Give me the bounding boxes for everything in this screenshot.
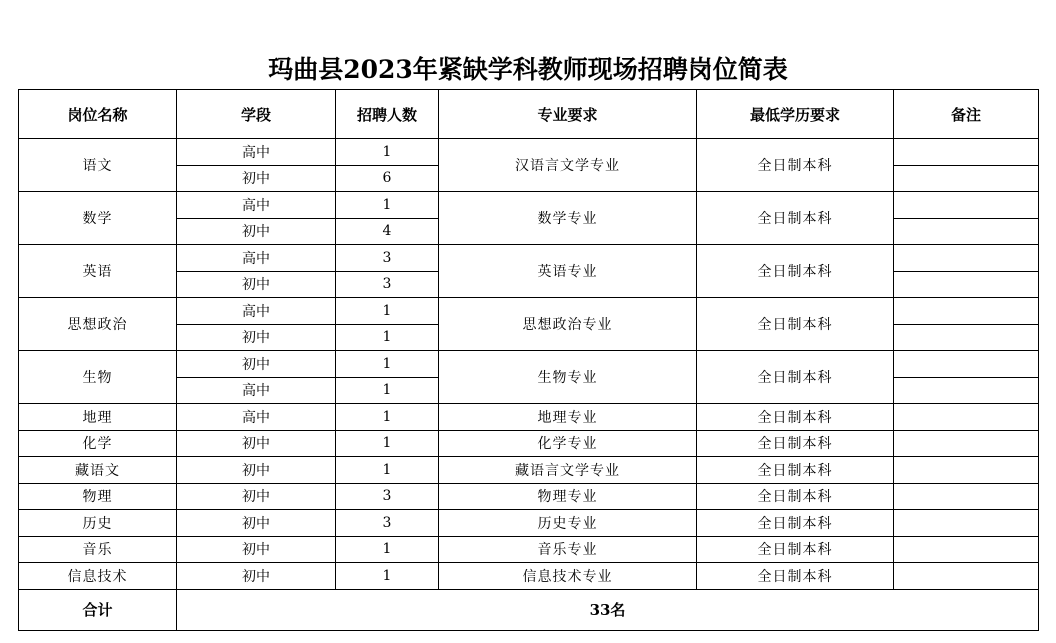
level-cell: 高中 — [177, 139, 336, 166]
notes-cell — [894, 298, 1039, 325]
education-cell: 全日制本科 — [697, 457, 894, 484]
count-cell: 6 — [336, 165, 439, 192]
recruitment-table — [18, 89, 1039, 631]
level-cell: 初中 — [177, 563, 336, 590]
table-row — [19, 245, 1039, 272]
total-row — [19, 589, 1039, 630]
header-count: 招聘人数 — [336, 90, 439, 139]
education-cell: 全日制本科 — [697, 563, 894, 590]
major-cell: 数学专业 — [439, 192, 697, 245]
level-cell: 初中 — [177, 457, 336, 484]
count-cell: 1 — [336, 563, 439, 590]
notes-cell — [894, 192, 1039, 219]
notes-cell — [894, 404, 1039, 431]
major-cell: 信息技术专业 — [439, 563, 697, 590]
education-cell: 全日制本科 — [697, 510, 894, 537]
notes-cell — [894, 483, 1039, 510]
education-cell: 全日制本科 — [697, 245, 894, 298]
education-cell: 全日制本科 — [697, 536, 894, 563]
notes-cell — [894, 165, 1039, 192]
position-cell: 生物 — [19, 351, 177, 404]
count-cell: 3 — [336, 245, 439, 272]
major-cell: 化学专业 — [439, 430, 697, 457]
table-row — [19, 404, 1039, 431]
table-row — [19, 483, 1039, 510]
count-cell: 1 — [336, 377, 439, 404]
count-cell: 3 — [336, 271, 439, 298]
table-row — [19, 430, 1039, 457]
header-education: 最低学历要求 — [697, 90, 894, 139]
level-cell: 初中 — [177, 510, 336, 537]
table-row — [19, 298, 1039, 325]
count-cell: 1 — [336, 404, 439, 431]
position-cell: 英语 — [19, 245, 177, 298]
page-title: 玛曲县2023年紧缺学科教师现场招聘岗位简表 — [268, 55, 788, 84]
level-cell: 高中 — [177, 298, 336, 325]
level-cell: 高中 — [177, 377, 336, 404]
notes-cell — [894, 218, 1039, 245]
education-cell: 全日制本科 — [697, 139, 894, 192]
notes-cell — [894, 457, 1039, 484]
notes-cell — [894, 351, 1039, 378]
count-cell: 4 — [336, 218, 439, 245]
header-position: 岗位名称 — [19, 90, 177, 139]
level-cell: 初中 — [177, 483, 336, 510]
position-cell: 藏语文 — [19, 457, 177, 484]
level-cell: 初中 — [177, 351, 336, 378]
education-cell: 全日制本科 — [697, 298, 894, 351]
major-cell: 藏语言文学专业 — [439, 457, 697, 484]
level-cell: 初中 — [177, 218, 336, 245]
notes-cell — [894, 324, 1039, 351]
major-cell: 音乐专业 — [439, 536, 697, 563]
major-cell: 地理专业 — [439, 404, 697, 431]
count-cell: 1 — [336, 351, 439, 378]
position-cell: 化学 — [19, 430, 177, 457]
table-row — [19, 536, 1039, 563]
notes-cell — [894, 510, 1039, 537]
total-value: 33名 — [177, 589, 1039, 630]
position-cell: 数学 — [19, 192, 177, 245]
position-cell: 历史 — [19, 510, 177, 537]
education-cell: 全日制本科 — [697, 483, 894, 510]
position-cell: 音乐 — [19, 536, 177, 563]
count-cell: 1 — [336, 192, 439, 219]
position-cell: 信息技术 — [19, 563, 177, 590]
table-row — [19, 192, 1039, 219]
header-level: 学段 — [177, 90, 336, 139]
education-cell: 全日制本科 — [697, 404, 894, 431]
major-cell: 历史专业 — [439, 510, 697, 537]
table-row — [19, 510, 1039, 537]
table-row — [19, 139, 1039, 166]
notes-cell — [894, 563, 1039, 590]
level-cell: 高中 — [177, 245, 336, 272]
count-cell: 1 — [336, 536, 439, 563]
table-row — [19, 457, 1039, 484]
count-cell: 1 — [336, 324, 439, 351]
header-notes: 备注 — [894, 90, 1039, 139]
level-cell: 高中 — [177, 192, 336, 219]
count-cell: 1 — [336, 430, 439, 457]
position-cell: 物理 — [19, 483, 177, 510]
notes-cell — [894, 245, 1039, 272]
header-row — [19, 90, 1039, 139]
major-cell: 生物专业 — [439, 351, 697, 404]
count-cell: 1 — [336, 298, 439, 325]
major-cell: 英语专业 — [439, 245, 697, 298]
level-cell: 高中 — [177, 404, 336, 431]
level-cell: 初中 — [177, 430, 336, 457]
notes-cell — [894, 536, 1039, 563]
table-row — [19, 351, 1039, 378]
table-row — [19, 563, 1039, 590]
level-cell: 初中 — [177, 536, 336, 563]
position-cell: 地理 — [19, 404, 177, 431]
notes-cell — [894, 139, 1039, 166]
count-cell: 3 — [336, 510, 439, 537]
count-cell: 3 — [336, 483, 439, 510]
education-cell: 全日制本科 — [697, 351, 894, 404]
position-cell: 语文 — [19, 139, 177, 192]
notes-cell — [894, 377, 1039, 404]
education-cell: 全日制本科 — [697, 192, 894, 245]
level-cell: 初中 — [177, 271, 336, 298]
major-cell: 物理专业 — [439, 483, 697, 510]
count-cell: 1 — [336, 139, 439, 166]
level-cell: 初中 — [177, 165, 336, 192]
notes-cell — [894, 430, 1039, 457]
major-cell: 汉语言文学专业 — [439, 139, 697, 192]
position-cell: 思想政治 — [19, 298, 177, 351]
major-cell: 思想政治专业 — [439, 298, 697, 351]
notes-cell — [894, 271, 1039, 298]
header-major: 专业要求 — [439, 90, 697, 139]
level-cell: 初中 — [177, 324, 336, 351]
education-cell: 全日制本科 — [697, 430, 894, 457]
total-label: 合计 — [19, 589, 177, 630]
count-cell: 1 — [336, 457, 439, 484]
